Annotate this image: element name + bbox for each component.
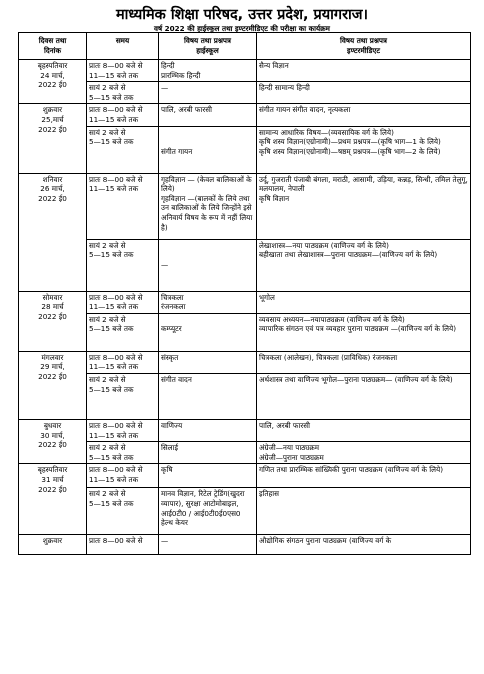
time-cell: सायं 2 बजे से 5—15 बजे तक — [87, 126, 159, 173]
table-row — [19, 239, 471, 291]
time-cell: प्रातः 8—00 बजे से 11—15 बजे तक — [87, 291, 159, 313]
intermediate-subject-cell: अंग्रेजी—नया पाठ्यक्रम अंग्रेजी—पुराना पाठ्यक्रम — [257, 442, 471, 464]
intermediate-subject-cell: सैन्य विज्ञान — [257, 60, 471, 82]
intermediate-subject-cell: लेखाशास्त्र—नया पाठ्यक्रम (वाणिज्य वर्ग के लिये) बहीखाता तथा लेखाशास्त्र—पुराना पाठ्यक्रम—(वाणिज्य वर्ग के लिये) — [257, 239, 471, 291]
header-row — [19, 33, 471, 60]
intermediate-subject-cell: सामान्य आधारिक विषय—(व्यवसायिक वर्ग के लिये) कृषि शस्य विज्ञान(एग्रोनामी)—प्रथम प्रश्नपत्र—(कृषि भाग—1 के लिये) कृषि शस्य विज्ञान(एग्रोनामी)—षष्ठम् प्रश्नपत्र—(कृषि भाग—2 के लिये) — [257, 126, 471, 173]
schedule-body — [19, 60, 471, 555]
time-cell: सायं 2 बजे से 5—15 बजे तक — [87, 373, 159, 419]
col-header-highschool: विषय तथा प्रश्नपत्र हाईस्कूल — [159, 33, 257, 60]
time-cell: प्रातः 8—00 बजे से 11—15 बजे तक — [87, 464, 159, 488]
time-cell: सायं 2 बजे से 5—15 बजे तक — [87, 239, 159, 291]
table-row — [19, 291, 471, 313]
highschool-subject-cell: सिलाई — [159, 442, 257, 464]
table-row — [19, 373, 471, 419]
intermediate-subject-cell: व्यवसाय अध्ययन—नयापाठ्यक्रम (वाणिज्य वर्ग के लिये) व्यापारिक संगठन एवं पत्र व्यवहार पुराना पाठ्यक्रम —(वाणिज्य वर्ग के लिये) — [257, 313, 471, 351]
page-title: माध्यमिक शिक्षा परिषद, उत्तर प्रदेश, प्रयागराज। — [115, 7, 369, 23]
intermediate-subject-cell: पालि, अरबी फारसी — [257, 419, 471, 441]
table-row — [19, 488, 471, 535]
date-cell: शुक्रवार — [19, 535, 87, 555]
time-cell: सायं 2 बजे से 5—15 बजे तक — [87, 82, 159, 104]
time-cell: प्रातः 8—00 बजे से 11—15 बजे तक — [87, 419, 159, 441]
date-cell: सोमवार 28 मार्च 2022 ई0 — [19, 291, 87, 351]
intermediate-subject-cell: उर्दू, गुजराती पंजाबी बंगला, मराठी, आसामी, उड़िया, कन्नड़, सिन्धी, तमिल तेलुगू, मलयालम, नेपाली कृषि विज्ञान — [257, 173, 471, 239]
date-cell: मंगलवार 29 मार्च, 2022 ई0 — [19, 351, 87, 419]
highschool-subject-cell: वाणिज्य — [159, 419, 257, 441]
table-row — [19, 419, 471, 441]
table-row — [19, 60, 471, 82]
date-cell: शुक्रवार 25,मार्च 2022 ई0 — [19, 104, 87, 173]
intermediate-subject-cell: औद्योगिक संगठन पुराना पाठ्यक्रम (वाणिज्य वर्ग के — [257, 535, 471, 555]
highschool-subject-cell: — — [159, 82, 257, 104]
highschool-subject-cell: पालि, अरबी फारसी — [159, 104, 257, 126]
highschool-subject-cell: मानव विज्ञान, रिटेल ट्रेडिंग(खुदरा व्यापार), सुरक्षा आटोमोबाइल, आई0टी0 / आई0टी0ई0एस0 हेल्थ केयर — [159, 488, 257, 535]
table-row — [19, 442, 471, 464]
intermediate-subject-cell: संगीत गायन संगीत वादन, नृत्यकला — [257, 104, 471, 126]
time-cell: प्रातः 8—00 बजे से 11—15 बजे तक — [87, 104, 159, 126]
intermediate-subject-cell: चित्रकला (आलेखन), चित्रकला (प्राविधिक) रंजनकला — [257, 351, 471, 373]
table-row — [19, 535, 471, 555]
time-cell: सायं 2 बजे से 5—15 बजे तक — [87, 442, 159, 464]
highschool-subject-cell: हिन्दी प्रारम्भिक हिन्दी — [159, 60, 257, 82]
time-cell: प्रातः 8—00 बजे से — [87, 535, 159, 555]
highschool-subject-cell: संस्कृत — [159, 351, 257, 373]
highschool-subject-cell: — — [159, 239, 257, 291]
time-cell: सायं 2 बजे से 5—15 बजे तक — [87, 488, 159, 535]
highschool-subject-cell: कम्प्यूटर — [159, 313, 257, 351]
date-cell: बुधवार 30 मार्च, 2022 ई0 — [19, 419, 87, 463]
highschool-subject-cell: कृषि — [159, 464, 257, 488]
table-row — [19, 313, 471, 351]
table-row — [19, 173, 471, 239]
highschool-subject-cell: चित्रकला रंजनकला — [159, 291, 257, 313]
intermediate-subject-cell: अर्थशास्त्र तथा वाणिज्य भूगोल—पुराना पाठ्यक्रम— (वाणिज्य वर्ग के लिये) — [257, 373, 471, 419]
table-row — [19, 82, 471, 104]
table-row — [19, 126, 471, 173]
table-row — [19, 464, 471, 488]
table-row — [19, 351, 471, 373]
date-cell: बृहस्पतिवार 31 मार्च 2022 ई0 — [19, 464, 87, 535]
intermediate-subject-cell: इतिहास — [257, 488, 471, 535]
table-row — [19, 104, 471, 126]
intermediate-subject-cell: गणित तथा प्रारम्भिक सांख्यिकी पुराना पाठ्यक्रम (वाणिज्य वर्ग के लिये) — [257, 464, 471, 488]
intermediate-subject-cell: हिन्दी सामान्य हिन्दी — [257, 82, 471, 104]
time-cell: प्रातः 8—00 बजे से 11—15 बजे तक — [87, 173, 159, 239]
col-header-intermediate: विषय तथा प्रश्नपत्र इण्टरमीडिएट — [257, 33, 471, 60]
highschool-subject-cell: संगीत वादन — [159, 373, 257, 419]
date-cell: बृहस्पतिवार 24 मार्च, 2022 ई0 — [19, 60, 87, 104]
page-subtitle: वर्ष 2022 की हाईस्कूल तथा इण्टरमीडिएट की परीक्षा का कार्यक्रम — [154, 24, 330, 33]
highschool-subject-cell: — — [159, 535, 257, 555]
time-cell: प्रातः 8—00 बजे से 11—15 बजे तक — [87, 60, 159, 82]
time-cell: सायं 2 बजे से 5—15 बजे तक — [87, 313, 159, 351]
date-cell: शनिवार 26 मार्च, 2022 ई0 — [19, 173, 87, 291]
highschool-subject-cell: संगीत गायन — [159, 126, 257, 173]
col-header-date: दिवस तथा दिनांक — [19, 33, 87, 60]
col-header-time: समय — [87, 33, 159, 60]
time-cell: प्रातः 8—00 बजे से 11—15 बजे तक — [87, 351, 159, 373]
intermediate-subject-cell: भूगोल — [257, 291, 471, 313]
schedule-table — [18, 32, 471, 555]
highschool-subject-cell: गृहविज्ञान — (केवल बालिकाओं के लिये) गृहविज्ञान —(बालकों के लिये तथा उन बालिकाओं के लिये जिन्होंने इसे अनिवार्य विषय के रूप में नहीं लिया है) — [159, 173, 257, 239]
